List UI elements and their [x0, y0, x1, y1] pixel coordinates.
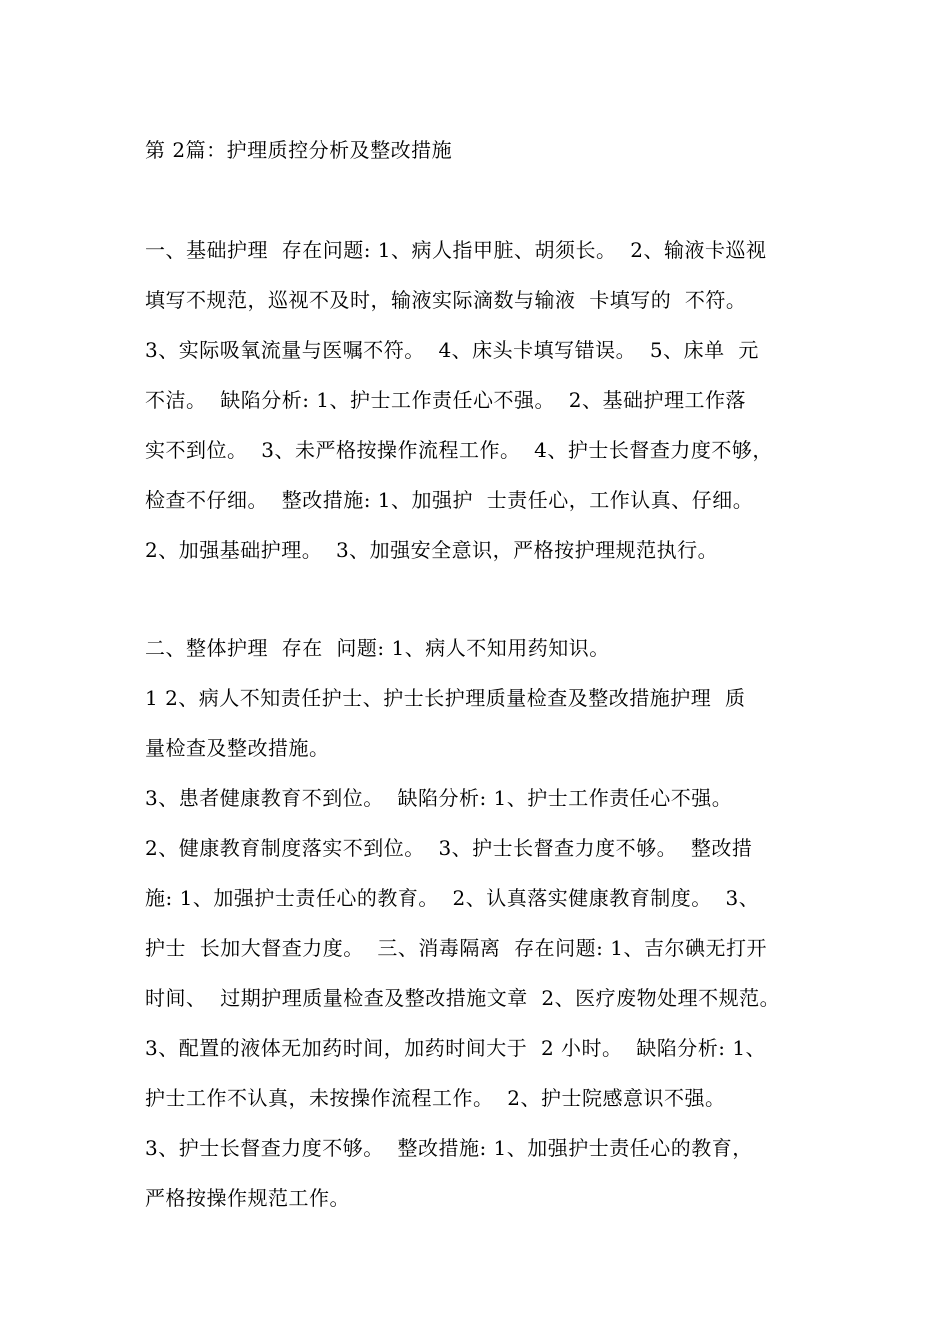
- paragraph-line: 严格按操作规范工作。: [145, 1186, 350, 1210]
- paragraph-line: 2、健康教育制度落实不到位。 3、护士长督查力度不够。 整改措: [145, 836, 753, 860]
- paragraph-line: 填写不规范，巡视不及时，输液实际滴数与输液 卡填写的 不符。: [145, 288, 747, 312]
- paragraph-line: 检查不仔细。 整改措施: 1、加强护 士责任心，工作认真、仔细。: [145, 488, 754, 512]
- paragraph-line: 3、护士长督查力度不够。 整改措施: 1、加强护士责任心的教育，: [145, 1136, 753, 1160]
- paragraph-line: 时间、 过期护理质量检查及整改措施文章 2、医疗废物处理不规范。: [145, 986, 781, 1010]
- paragraph-line: 1 2、病人不知责任护士、护士长护理质量检查及整改措施护理 质: [145, 686, 746, 710]
- paragraph-line: 不洁。 缺陷分析: 1、护士工作责任心不强。 2、基础护理工作落: [145, 388, 746, 412]
- paragraph-line: 实不到位。 3、未严格按操作流程工作。 4、护士长督查力度不够，: [145, 438, 773, 462]
- paragraph-line: 二、整体护理 存在 问题: 1、病人不知用药知识。: [145, 636, 610, 660]
- paragraph-line: 3、配置的液体无加药时间，加药时间大于 2 小时。 缺陷分析: 1、: [145, 1036, 767, 1060]
- document-title: 第 2篇：护理质控分析及整改措施: [145, 138, 453, 162]
- paragraph-line: 2、加强基础护理。 3、加强安全意识，严格按护理规范执行。: [145, 538, 719, 562]
- paragraph-line: 量检查及整改措施。: [145, 736, 330, 760]
- paragraph-line: 护士 长加大督查力度。 三、消毒隔离 存在问题: 1、吉尔碘无打开: [145, 936, 767, 960]
- paragraph-line: 3、患者健康教育不到位。 缺陷分析: 1、护士工作责任心不强。: [145, 786, 733, 810]
- paragraph-line: 施: 1、加强护士责任心的教育。 2、认真落实健康教育制度。 3、: [145, 886, 760, 910]
- paragraph-line: 3、实际吸氧流量与医嘱不符。 4、床头卡填写错误。 5、床单 元: [145, 338, 759, 362]
- paragraph-line: 一、基础护理 存在问题: 1、病人指甲脏、胡须长。 2、输液卡巡视: [145, 238, 767, 262]
- paragraph-line: 护士工作不认真，未按操作流程工作。 2、护士院感意识不强。: [145, 1086, 726, 1110]
